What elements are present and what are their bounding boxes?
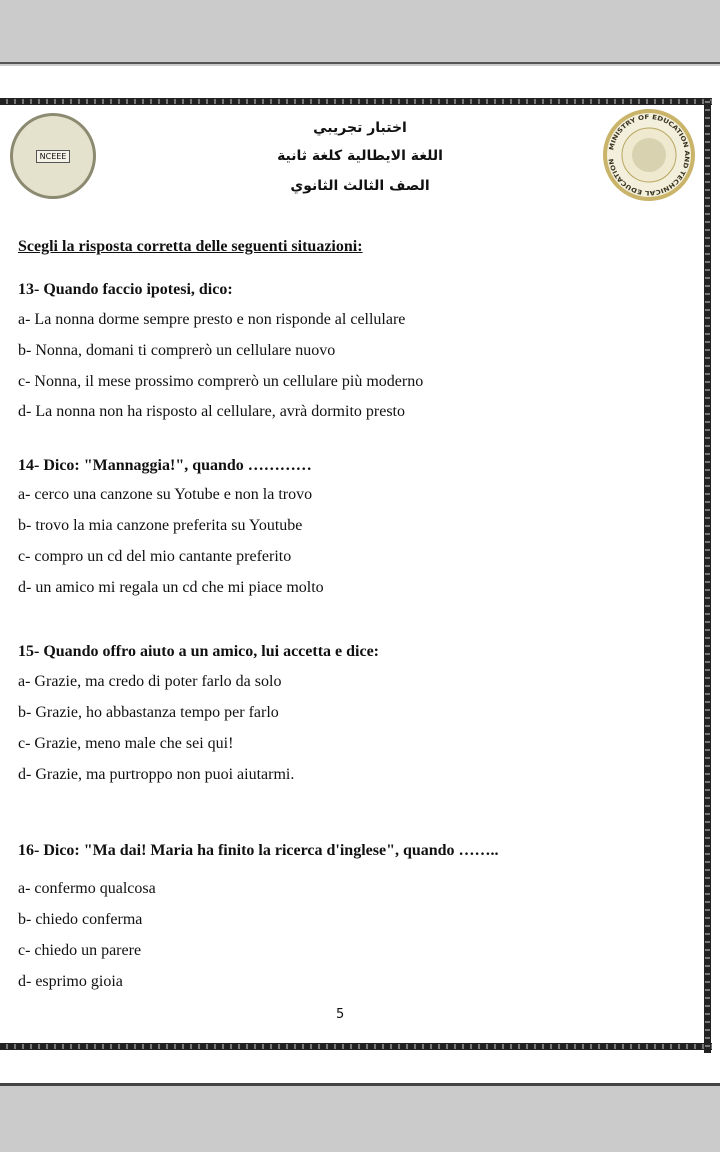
right-decorative-border (704, 101, 711, 1053)
header-arabic-line-2: اللغة الايطالية كلغة ثانية (277, 148, 443, 164)
ministry-emblem-icon (632, 138, 666, 172)
bottom-decorative-border (0, 1043, 712, 1050)
nceee-logo (10, 113, 96, 199)
page-number: 5 (336, 1007, 345, 1022)
ministry-logo-text: MINISTRY OF EDUCATION AND TECHNICAL EDUCATION (608, 113, 691, 197)
option-13d: d- La nonna non ha risposto al cellulare, avrà dormito presto (18, 403, 405, 420)
question-15: 15- Quando offro aiuto a un amico, lui accetta e dice: (18, 643, 380, 660)
option-14d: d- un amico mi regala un cd che mi piace molto (18, 579, 324, 596)
option-16a: a- confermo qualcosa (18, 880, 156, 897)
option-16b: b- chiedo conferma (18, 911, 143, 928)
header-arabic-line-1: اختبار تجريبي (313, 120, 407, 136)
question-14: 14- Dico: "Mannaggia!", quando ………… (18, 457, 312, 474)
option-15d: d- Grazie, ma purtroppo non puoi aiutarmi. (18, 766, 295, 783)
question-13: 13- Quando faccio ipotesi, dico: (18, 281, 233, 298)
option-13c: c- Nonna, il mese prossimo comprerò un cellulare più moderno (18, 373, 424, 390)
question-16: 16- Dico: "Ma dai! Maria ha finito la ricerca d'inglese", quando …….. (18, 842, 499, 859)
option-15a: a- Grazie, ma credo di poter farlo da solo (18, 673, 282, 690)
document-page (0, 66, 720, 1086)
option-15c: c- Grazie, meno male che sei qui! (18, 735, 234, 752)
option-15b: b- Grazie, ho abbastanza tempo per farlo (18, 704, 279, 721)
option-14a: a- cerco una canzone su Yotube e non la trovo (18, 486, 313, 503)
header-arabic-line-3: الصف الثالث الثانوي (290, 178, 430, 194)
option-16c: c- chiedo un parere (18, 942, 142, 959)
option-16d: d- esprimo gioia (18, 973, 123, 990)
option-14b: b- trovo la mia canzone preferita su Youtube (18, 517, 303, 534)
top-decorative-border (0, 98, 712, 105)
ministry-logo (603, 109, 695, 201)
option-13a: a- La nonna dorme sempre presto e non risponde al cellulare (18, 311, 406, 328)
nceee-logo-text: NCEEE (36, 150, 71, 163)
option-13b: b- Nonna, domani ti comprerò un cellulare nuovo (18, 342, 336, 359)
top-gray-bar (0, 0, 720, 64)
option-14c: c- compro un cd del mio cantante preferito (18, 548, 292, 565)
instruction-heading: Scegli la risposta corretta delle seguenti situazioni: (18, 238, 363, 255)
